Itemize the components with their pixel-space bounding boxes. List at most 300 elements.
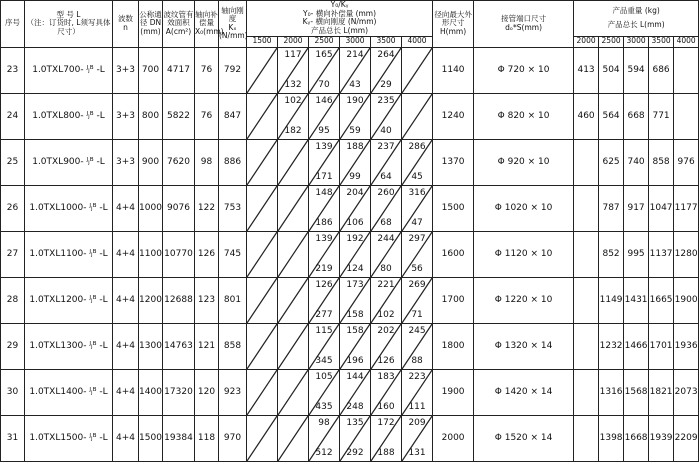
- lateral-stiffness-value: 186: [315, 218, 333, 229]
- row-weight: 740: [624, 139, 649, 185]
- row-comp: 121: [195, 323, 219, 369]
- row-pipe: Φ 720 × 10: [474, 47, 574, 93]
- lateral-cell: [371, 277, 402, 323]
- row-weight: 1665: [649, 277, 674, 323]
- row-weight: 995: [624, 231, 649, 277]
- lateral-cell: [340, 139, 371, 185]
- lateral-stiffness-value: 29: [380, 80, 392, 91]
- lateral-stiffness-value: 277: [315, 310, 333, 321]
- lateral-offset-value: 183: [377, 371, 395, 382]
- diagonal-divider: [247, 186, 277, 231]
- lateral-stiffness-value: 158: [346, 310, 364, 321]
- table-row: [1, 185, 699, 231]
- row-number: 29: [1, 323, 25, 369]
- lateral-length-header: 2000: [278, 36, 309, 47]
- row-stiff: 801: [219, 277, 247, 323]
- header-pipe-unit: dₒ*S(mm): [505, 22, 542, 32]
- lateral-offset-value: 98: [318, 417, 330, 428]
- lateral-cell: [247, 277, 278, 323]
- row-weight: [574, 139, 599, 185]
- lateral-offset-value: 245: [408, 325, 426, 336]
- lateral-cell: [371, 231, 402, 277]
- row-weight: 1232: [599, 323, 624, 369]
- row-weight: 852: [599, 231, 624, 277]
- row-area: 14763: [163, 323, 195, 369]
- lateral-offset-value: 148: [315, 187, 333, 198]
- lateral-cell: [402, 323, 433, 369]
- row-area: 10770: [163, 231, 195, 277]
- row-weight: [574, 323, 599, 369]
- weight-length-header: 2500: [599, 36, 624, 47]
- row-weight: 858: [649, 139, 674, 185]
- table-row: [1, 93, 699, 139]
- lateral-offset-value: 139: [315, 141, 333, 152]
- lateral-stiffness-value: 47: [411, 218, 423, 229]
- lateral-offset-value: 214: [346, 49, 364, 60]
- lateral-cell: [278, 231, 309, 277]
- row-weight: 1701: [649, 323, 674, 369]
- lateral-cell: [340, 323, 371, 369]
- row-weight: 1431: [624, 277, 649, 323]
- row-comp: 76: [195, 93, 219, 139]
- lateral-cell: [247, 47, 278, 93]
- row-weight: [574, 277, 599, 323]
- diagonal-divider: [278, 278, 308, 323]
- lateral-cell: [309, 369, 340, 415]
- row-weight: 1568: [624, 369, 649, 415]
- row-weight: [574, 185, 599, 231]
- weight-length-header: 3500: [649, 36, 674, 47]
- lateral-cell: [309, 277, 340, 323]
- table-row: [1, 369, 699, 415]
- row-pipe: Φ 1020 × 10: [474, 185, 574, 231]
- row-waves: 4+4: [113, 185, 139, 231]
- header-model: [25, 1, 113, 48]
- lateral-cell: [371, 139, 402, 185]
- row-weight: 686: [649, 47, 674, 93]
- row-weight: [674, 93, 699, 139]
- row-weight: 413: [574, 47, 599, 93]
- lateral-cell: [247, 323, 278, 369]
- row-weight: 564: [599, 93, 624, 139]
- lateral-cell: [340, 415, 371, 461]
- row-dn: 900: [139, 139, 163, 185]
- lateral-cell: [402, 93, 433, 139]
- diagonal-divider: [247, 278, 277, 323]
- diagonal-line: [278, 232, 308, 277]
- row-comp: 118: [195, 415, 219, 461]
- header-weight: [574, 1, 699, 37]
- lateral-stiffness-value: 512: [315, 448, 333, 459]
- row-model: 1.0TXL800- ᴶⱼᴮ -L: [25, 93, 113, 139]
- lateral-cell: [278, 47, 309, 93]
- lateral-stiffness-value: 160: [377, 402, 395, 413]
- diagonal-line: [278, 140, 308, 185]
- lateral-cell: [247, 369, 278, 415]
- diagonal-divider: [247, 370, 277, 415]
- lateral-cell: [247, 139, 278, 185]
- row-pipe: Φ 1320 × 14: [474, 323, 574, 369]
- row-weight: 1047: [649, 185, 674, 231]
- row-pipe: Φ 1420 × 14: [474, 369, 574, 415]
- lateral-offset-value: 260: [377, 187, 395, 198]
- lateral-stiffness-value: 182: [284, 126, 302, 137]
- lateral-cell: [309, 185, 340, 231]
- row-model: 1.0TXL1200- ᴶⱼᴮ -L: [25, 277, 113, 323]
- row-dn: 1300: [139, 323, 163, 369]
- row-max-od: 1700: [433, 277, 474, 323]
- row-max-od: 1600: [433, 231, 474, 277]
- lateral-offset-value: 244: [377, 233, 395, 244]
- lateral-offset-value: 223: [408, 371, 426, 382]
- diagonal-divider: [278, 140, 308, 185]
- lateral-cell: [340, 277, 371, 323]
- diagonal-line: [278, 416, 308, 461]
- header-lateral-line2: Kᵧ- 横向刚度 (N/mm): [302, 17, 377, 27]
- lateral-stiffness-value: 219: [315, 264, 333, 275]
- weight-length-header: 2000: [574, 36, 599, 47]
- row-dn: 1000: [139, 185, 163, 231]
- row-waves: 3+3: [113, 47, 139, 93]
- row-waves: 4+4: [113, 277, 139, 323]
- lateral-offset-value: 209: [408, 417, 426, 428]
- row-model: 1.0TXL1400- ᴶⱼᴮ -L: [25, 369, 113, 415]
- row-weight: 1398: [599, 415, 624, 461]
- diagonal-line: [247, 278, 277, 323]
- header-area-unit: A(cm²): [165, 27, 192, 37]
- row-area: 4717: [163, 47, 195, 93]
- lateral-offset-value: 286: [408, 141, 426, 152]
- header-lateral-length: 产品总长 L(mm): [311, 25, 369, 35]
- diagonal-divider: [278, 232, 308, 277]
- lateral-cell: [371, 369, 402, 415]
- row-max-od: 1370: [433, 139, 474, 185]
- lateral-offset-value: 158: [346, 325, 364, 336]
- row-weight: 1137: [649, 231, 674, 277]
- row-waves: 4+4: [113, 415, 139, 461]
- lateral-length-header: 2500: [309, 36, 340, 47]
- lateral-cell: [247, 185, 278, 231]
- diagonal-line: [247, 140, 277, 185]
- diagonal-line: [247, 370, 277, 415]
- lateral-offset-value: 102: [284, 95, 302, 106]
- diagonal-divider: [278, 186, 308, 231]
- row-comp: 122: [195, 185, 219, 231]
- lateral-cell: [402, 185, 433, 231]
- lateral-stiffness-value: 171: [315, 172, 333, 183]
- lateral-cell: [309, 93, 340, 139]
- row-number: 25: [1, 139, 25, 185]
- row-weight: 460: [574, 93, 599, 139]
- row-model: 1.0TXL700- ᴶⱼᴮ -L: [25, 47, 113, 93]
- lateral-stiffness-value: 71: [411, 310, 423, 321]
- diagonal-line: [247, 416, 277, 461]
- diagonal-line: [278, 370, 308, 415]
- lateral-stiffness-value: 43: [349, 80, 361, 91]
- row-dn: 1400: [139, 369, 163, 415]
- table-row: [1, 139, 699, 185]
- lateral-stiffness-value: 68: [380, 218, 392, 229]
- row-pipe: Φ 1120 × 10: [474, 231, 574, 277]
- lateral-stiffness-value: 132: [284, 80, 302, 91]
- lateral-cell: [402, 47, 433, 93]
- row-number: 28: [1, 277, 25, 323]
- row-weight: 787: [599, 185, 624, 231]
- diagonal-divider: [278, 324, 308, 369]
- row-weight: 976: [674, 139, 699, 185]
- row-stiff: 886: [219, 139, 247, 185]
- table-row: [1, 47, 699, 93]
- lateral-stiffness-value: 248: [346, 402, 364, 413]
- lateral-length-header: 1500: [247, 36, 278, 47]
- diagonal-line: [247, 94, 277, 139]
- header-lateral-line1: Y₀- 横向补偿量 (mm): [303, 8, 377, 18]
- row-comp: 120: [195, 369, 219, 415]
- lateral-offset-value: 202: [377, 325, 395, 336]
- row-dn: 1100: [139, 231, 163, 277]
- row-max-od: 1140: [433, 47, 474, 93]
- row-weight: 668: [624, 93, 649, 139]
- row-weight: [574, 369, 599, 415]
- lateral-stiffness-value: 188: [377, 448, 395, 459]
- lateral-stiffness-value: 345: [315, 356, 333, 367]
- lateral-stiffness-value: 40: [380, 126, 392, 137]
- lateral-offset-value: 173: [346, 279, 364, 290]
- row-max-od: 1500: [433, 185, 474, 231]
- header-waves-sym: n: [123, 22, 128, 32]
- header-comp: [195, 1, 224, 48]
- lateral-length-header: 3000: [340, 36, 371, 47]
- table-body: [1, 47, 699, 461]
- row-area: 19384: [163, 415, 195, 461]
- lateral-length-header: 4000: [402, 36, 433, 47]
- row-stiff: 847: [219, 93, 247, 139]
- lateral-cell: [278, 185, 309, 231]
- row-weight: 1936: [674, 323, 699, 369]
- row-max-od: 1800: [433, 323, 474, 369]
- lateral-stiffness-value: 106: [346, 218, 364, 229]
- lateral-offset-value: 135: [346, 417, 364, 428]
- row-weight: [574, 415, 599, 461]
- lateral-offset-value: 188: [346, 141, 364, 152]
- diagonal-line: [247, 186, 277, 231]
- row-waves: 3+3: [113, 139, 139, 185]
- row-comp: 123: [195, 277, 219, 323]
- row-comp: 76: [195, 47, 219, 93]
- lateral-offset-value: 117: [284, 49, 302, 60]
- lateral-offset-value: 192: [346, 233, 364, 244]
- lateral-cell: [247, 93, 278, 139]
- row-weight: 504: [599, 47, 624, 93]
- row-model: 1.0TXL1000- ᴶⱼᴮ -L: [25, 185, 113, 231]
- lateral-stiffness-value: 196: [346, 356, 364, 367]
- lateral-cell: [278, 277, 309, 323]
- lateral-offset-value: 165: [315, 49, 333, 60]
- row-weight: 1821: [649, 369, 674, 415]
- lateral-cell: [309, 415, 340, 461]
- table-row: [1, 323, 699, 369]
- lateral-offset-value: 316: [408, 187, 426, 198]
- row-stiff: 858: [219, 323, 247, 369]
- row-stiff: 923: [219, 369, 247, 415]
- row-number: 30: [1, 369, 25, 415]
- lateral-offset-value: 139: [315, 233, 333, 244]
- lateral-stiffness-value: 124: [346, 264, 364, 275]
- weight-length-header: 4000: [674, 36, 699, 47]
- lateral-cell: [371, 323, 402, 369]
- header-dn: [139, 1, 163, 48]
- lateral-cell: [340, 47, 371, 93]
- diagonal-divider: [247, 140, 277, 185]
- row-number: 26: [1, 185, 25, 231]
- lateral-stiffness-value: 99: [349, 172, 361, 183]
- header-maxod-label: 径向最大外形尺寸: [434, 9, 472, 28]
- lateral-offset-value: 237: [377, 141, 395, 152]
- lateral-cell: [340, 369, 371, 415]
- lateral-cell: [371, 185, 402, 231]
- header-pipe: [474, 1, 574, 48]
- row-weight: 1668: [624, 415, 649, 461]
- lateral-cell: [402, 415, 433, 461]
- row-model: 1.0TXL1300- ᴶⱼᴮ -L: [25, 323, 113, 369]
- lateral-stiffness-value: 59: [349, 126, 361, 137]
- row-area: 7620: [163, 139, 195, 185]
- row-waves: 4+4: [113, 231, 139, 277]
- row-dn: 800: [139, 93, 163, 139]
- lateral-offset-value: 297: [408, 233, 426, 244]
- header-lateral-title: Y₀/Kᵧ: [330, 0, 349, 9]
- header-seq: 序号: [1, 1, 25, 48]
- row-area: 5822: [163, 93, 195, 139]
- header-maxod-unit: H(mm): [440, 27, 467, 37]
- lateral-stiffness-value: 80: [380, 264, 392, 275]
- row-pipe: Φ 1220 × 10: [474, 277, 574, 323]
- header-comp-unit: X₀(mm): [195, 27, 224, 37]
- lateral-cell: [309, 231, 340, 277]
- table-header: [1, 1, 699, 48]
- row-weight: 594: [624, 47, 649, 93]
- lateral-stiffness-value: 70: [318, 80, 330, 91]
- lateral-offset-value: 190: [346, 95, 364, 106]
- row-weight: 2209: [674, 415, 699, 461]
- header-comp-label: 轴向补偿量: [195, 9, 218, 28]
- row-dn: 1200: [139, 277, 163, 323]
- lateral-cell: [371, 415, 402, 461]
- lateral-stiffness-value: 64: [380, 172, 392, 183]
- diagonal-divider: [278, 370, 308, 415]
- lateral-cell: [278, 93, 309, 139]
- lateral-cell: [371, 47, 402, 93]
- diagonal-divider: [247, 232, 277, 277]
- lateral-cell: [278, 415, 309, 461]
- lateral-cell: [340, 185, 371, 231]
- diagonal-line: [402, 94, 432, 139]
- lateral-stiffness-value: 111: [408, 402, 426, 413]
- header-stiff-label: 轴向刚度: [221, 5, 244, 24]
- lateral-offset-value: 221: [377, 279, 395, 290]
- row-waves: 3+3: [113, 93, 139, 139]
- header-pipe-label: 接管端口尺寸: [501, 14, 547, 24]
- row-weight: 1316: [599, 369, 624, 415]
- table-row: [1, 277, 699, 323]
- header-area-label: 波纹管有效面积: [163, 9, 194, 28]
- lateral-stiffness-value: 88: [411, 356, 423, 367]
- row-max-od: 1240: [433, 93, 474, 139]
- row-pipe: Φ 820 × 10: [474, 93, 574, 139]
- row-max-od: 1900: [433, 369, 474, 415]
- diagonal-divider: [247, 416, 277, 461]
- header-weight-length: 产品总长 L(mm): [607, 20, 665, 30]
- lateral-cell: [278, 139, 309, 185]
- row-comp: 98: [195, 139, 219, 185]
- lateral-cell: [247, 415, 278, 461]
- row-weight: [574, 231, 599, 277]
- row-area: 12688: [163, 277, 195, 323]
- row-model: 1.0TXL1500- ᴶⱼᴮ -L: [25, 415, 113, 461]
- header-dn-label: 公称通径 DN: [139, 9, 162, 28]
- diagonal-line: [278, 278, 308, 323]
- lateral-cell: [402, 369, 433, 415]
- lateral-offset-value: 204: [346, 187, 364, 198]
- header-stiff: [219, 1, 247, 48]
- lateral-offset-value: 264: [377, 49, 395, 60]
- row-waves: 4+4: [113, 323, 139, 369]
- row-weight: 1466: [624, 323, 649, 369]
- lateral-cell: [340, 93, 371, 139]
- diagonal-line: [247, 48, 277, 93]
- lateral-stiffness-value: 292: [346, 448, 364, 459]
- lateral-cell: [247, 231, 278, 277]
- lateral-offset-value: 146: [315, 95, 333, 106]
- row-number: 23: [1, 47, 25, 93]
- lateral-stiffness-value: 435: [315, 402, 333, 413]
- row-dn: 700: [139, 47, 163, 93]
- row-weight: 1149: [599, 277, 624, 323]
- row-area: 17320: [163, 369, 195, 415]
- row-weight: [674, 47, 699, 93]
- row-weight: 1900: [674, 277, 699, 323]
- lateral-cell: [309, 323, 340, 369]
- diagonal-divider: [247, 324, 277, 369]
- lateral-offset-value: 105: [315, 371, 333, 382]
- lateral-cell: [371, 93, 402, 139]
- row-weight: 2073: [674, 369, 699, 415]
- row-max-od: 2000: [433, 415, 474, 461]
- diagonal-divider: [402, 94, 432, 139]
- lateral-cell: [402, 139, 433, 185]
- lateral-offset-value: 126: [315, 279, 333, 290]
- row-model: 1.0TXL1100- ᴶⱼᴮ -L: [25, 231, 113, 277]
- lateral-stiffness-value: 131: [408, 448, 426, 459]
- row-stiff: 745: [219, 231, 247, 277]
- row-stiff: 970: [219, 415, 247, 461]
- diagonal-divider: [278, 416, 308, 461]
- row-weight: 1939: [649, 415, 674, 461]
- lateral-offset-value: 115: [315, 325, 333, 336]
- diagonal-divider: [247, 94, 277, 139]
- lateral-offset-value: 235: [377, 95, 395, 106]
- header-maxod: [433, 1, 474, 48]
- diagonal-divider: [402, 48, 432, 93]
- row-waves: 4+4: [113, 369, 139, 415]
- table-row: [1, 231, 699, 277]
- row-weight: 1177: [674, 185, 699, 231]
- row-number: 31: [1, 415, 25, 461]
- row-weight: 917: [624, 185, 649, 231]
- lateral-stiffness-value: 102: [377, 310, 395, 321]
- weight-length-header: 3000: [624, 36, 649, 47]
- lateral-cell: [402, 277, 433, 323]
